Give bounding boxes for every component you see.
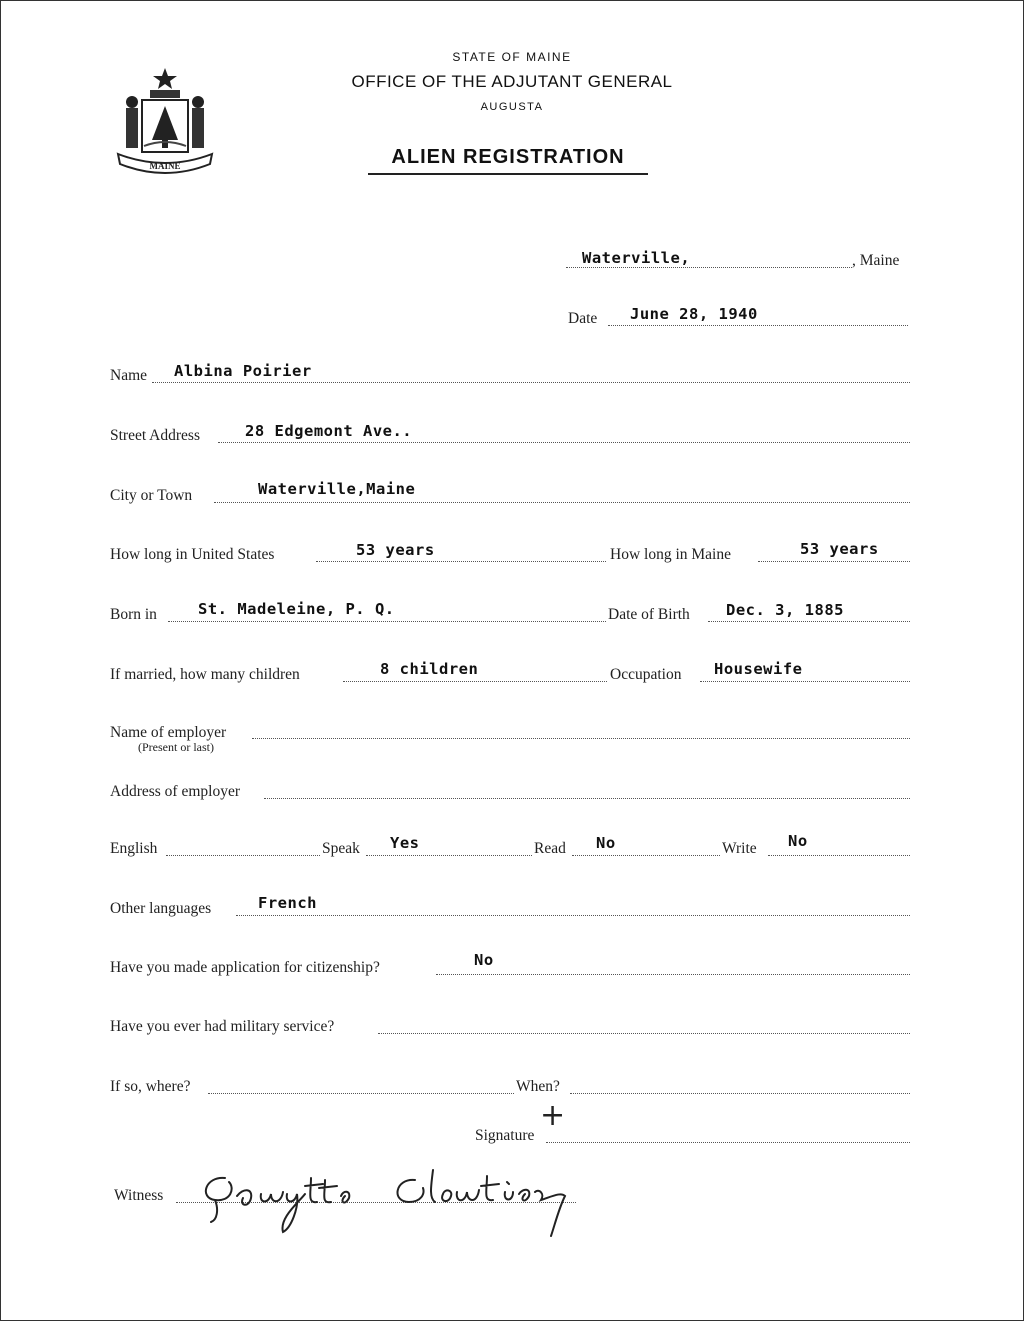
name-label: Name xyxy=(110,367,148,384)
military-line[interactable] xyxy=(378,1033,910,1034)
street-line xyxy=(218,442,910,443)
city-label: City or Town xyxy=(110,487,193,504)
how-long-us-label: How long in United States xyxy=(110,546,275,563)
other-languages-line xyxy=(236,915,910,916)
signature-line xyxy=(546,1142,910,1143)
employer-line[interactable] xyxy=(252,738,910,739)
born-in-value[interactable]: St. Madeleine, P. Q. xyxy=(198,600,395,618)
name-line xyxy=(152,382,910,383)
date-of-birth-value[interactable]: Dec. 3, 1885 xyxy=(726,601,844,619)
occupation-value[interactable]: Housewife xyxy=(714,660,803,678)
how-long-maine-label: How long in Maine xyxy=(610,546,731,563)
how-long-maine-value[interactable]: 53 years xyxy=(800,540,879,558)
witness-label: Witness xyxy=(114,1187,164,1204)
born-in-line xyxy=(168,621,606,622)
english-label: English xyxy=(110,840,158,857)
svg-text:MAINE: MAINE xyxy=(149,161,181,171)
name-value[interactable]: Albina Poirier xyxy=(174,362,312,380)
when-line[interactable] xyxy=(570,1093,910,1094)
how-long-us-value[interactable]: 53 years xyxy=(356,541,435,559)
signature-label: Signature xyxy=(475,1127,535,1144)
witness-signature-icon[interactable] xyxy=(195,1158,575,1238)
place-suffix: , Maine xyxy=(852,252,900,269)
form-title: ALIEN REGISTRATION xyxy=(368,146,648,175)
date-of-birth-line xyxy=(708,621,910,622)
state-heading: STATE OF MAINE xyxy=(452,50,572,64)
write-line xyxy=(768,855,910,856)
place-value[interactable]: Waterville, xyxy=(582,249,691,267)
street-value[interactable]: 28 Edgemont Ave.. xyxy=(245,422,413,440)
children-value[interactable]: 8 children xyxy=(380,660,479,678)
occupation-line xyxy=(700,681,910,682)
place-line xyxy=(566,267,852,268)
speak-label: Speak xyxy=(322,840,360,857)
write-value[interactable]: No xyxy=(788,832,808,850)
read-line xyxy=(572,855,720,856)
read-label: Read xyxy=(534,840,566,857)
city-heading: AUGUSTA xyxy=(480,101,544,113)
date-line xyxy=(608,325,908,326)
date-of-birth-label: Date of Birth xyxy=(608,606,690,623)
where-label: If so, where? xyxy=(110,1078,191,1095)
other-languages-label: Other languages xyxy=(110,900,212,917)
speak-value[interactable]: Yes xyxy=(390,834,420,852)
employer-label: Name of employer xyxy=(110,724,227,741)
date-label: Date xyxy=(568,310,598,327)
children-line xyxy=(343,681,607,682)
street-label: Street Address xyxy=(110,427,200,444)
where-line[interactable] xyxy=(208,1093,514,1094)
children-label: If married, how many children xyxy=(110,666,300,683)
write-label: Write xyxy=(722,840,757,857)
speak-line xyxy=(366,855,532,856)
born-in-label: Born in xyxy=(110,606,157,623)
employer-sublabel: (Present or last) xyxy=(138,740,214,754)
employer-address-label: Address of employer xyxy=(110,783,240,800)
city-line xyxy=(214,502,910,503)
employer-address-line[interactable] xyxy=(264,798,910,799)
how-long-us-line xyxy=(316,561,606,562)
citizenship-line xyxy=(436,974,910,975)
city-value[interactable]: Waterville,Maine xyxy=(258,480,416,498)
read-value[interactable]: No xyxy=(596,834,616,852)
date-value[interactable]: June 28, 1940 xyxy=(630,305,758,323)
signature-mark[interactable]: + xyxy=(540,1098,566,1133)
citizenship-label: Have you made application for citizenship? xyxy=(110,959,380,976)
occupation-label: Occupation xyxy=(610,666,682,683)
office-heading: OFFICE OF THE ADJUTANT GENERAL xyxy=(351,72,673,91)
english-line xyxy=(166,855,320,856)
citizenship-value[interactable]: No xyxy=(474,951,494,969)
other-languages-value[interactable]: French xyxy=(258,894,317,912)
military-label: Have you ever had military service? xyxy=(110,1018,335,1035)
how-long-maine-line xyxy=(758,561,910,562)
when-label: When? xyxy=(516,1078,560,1095)
